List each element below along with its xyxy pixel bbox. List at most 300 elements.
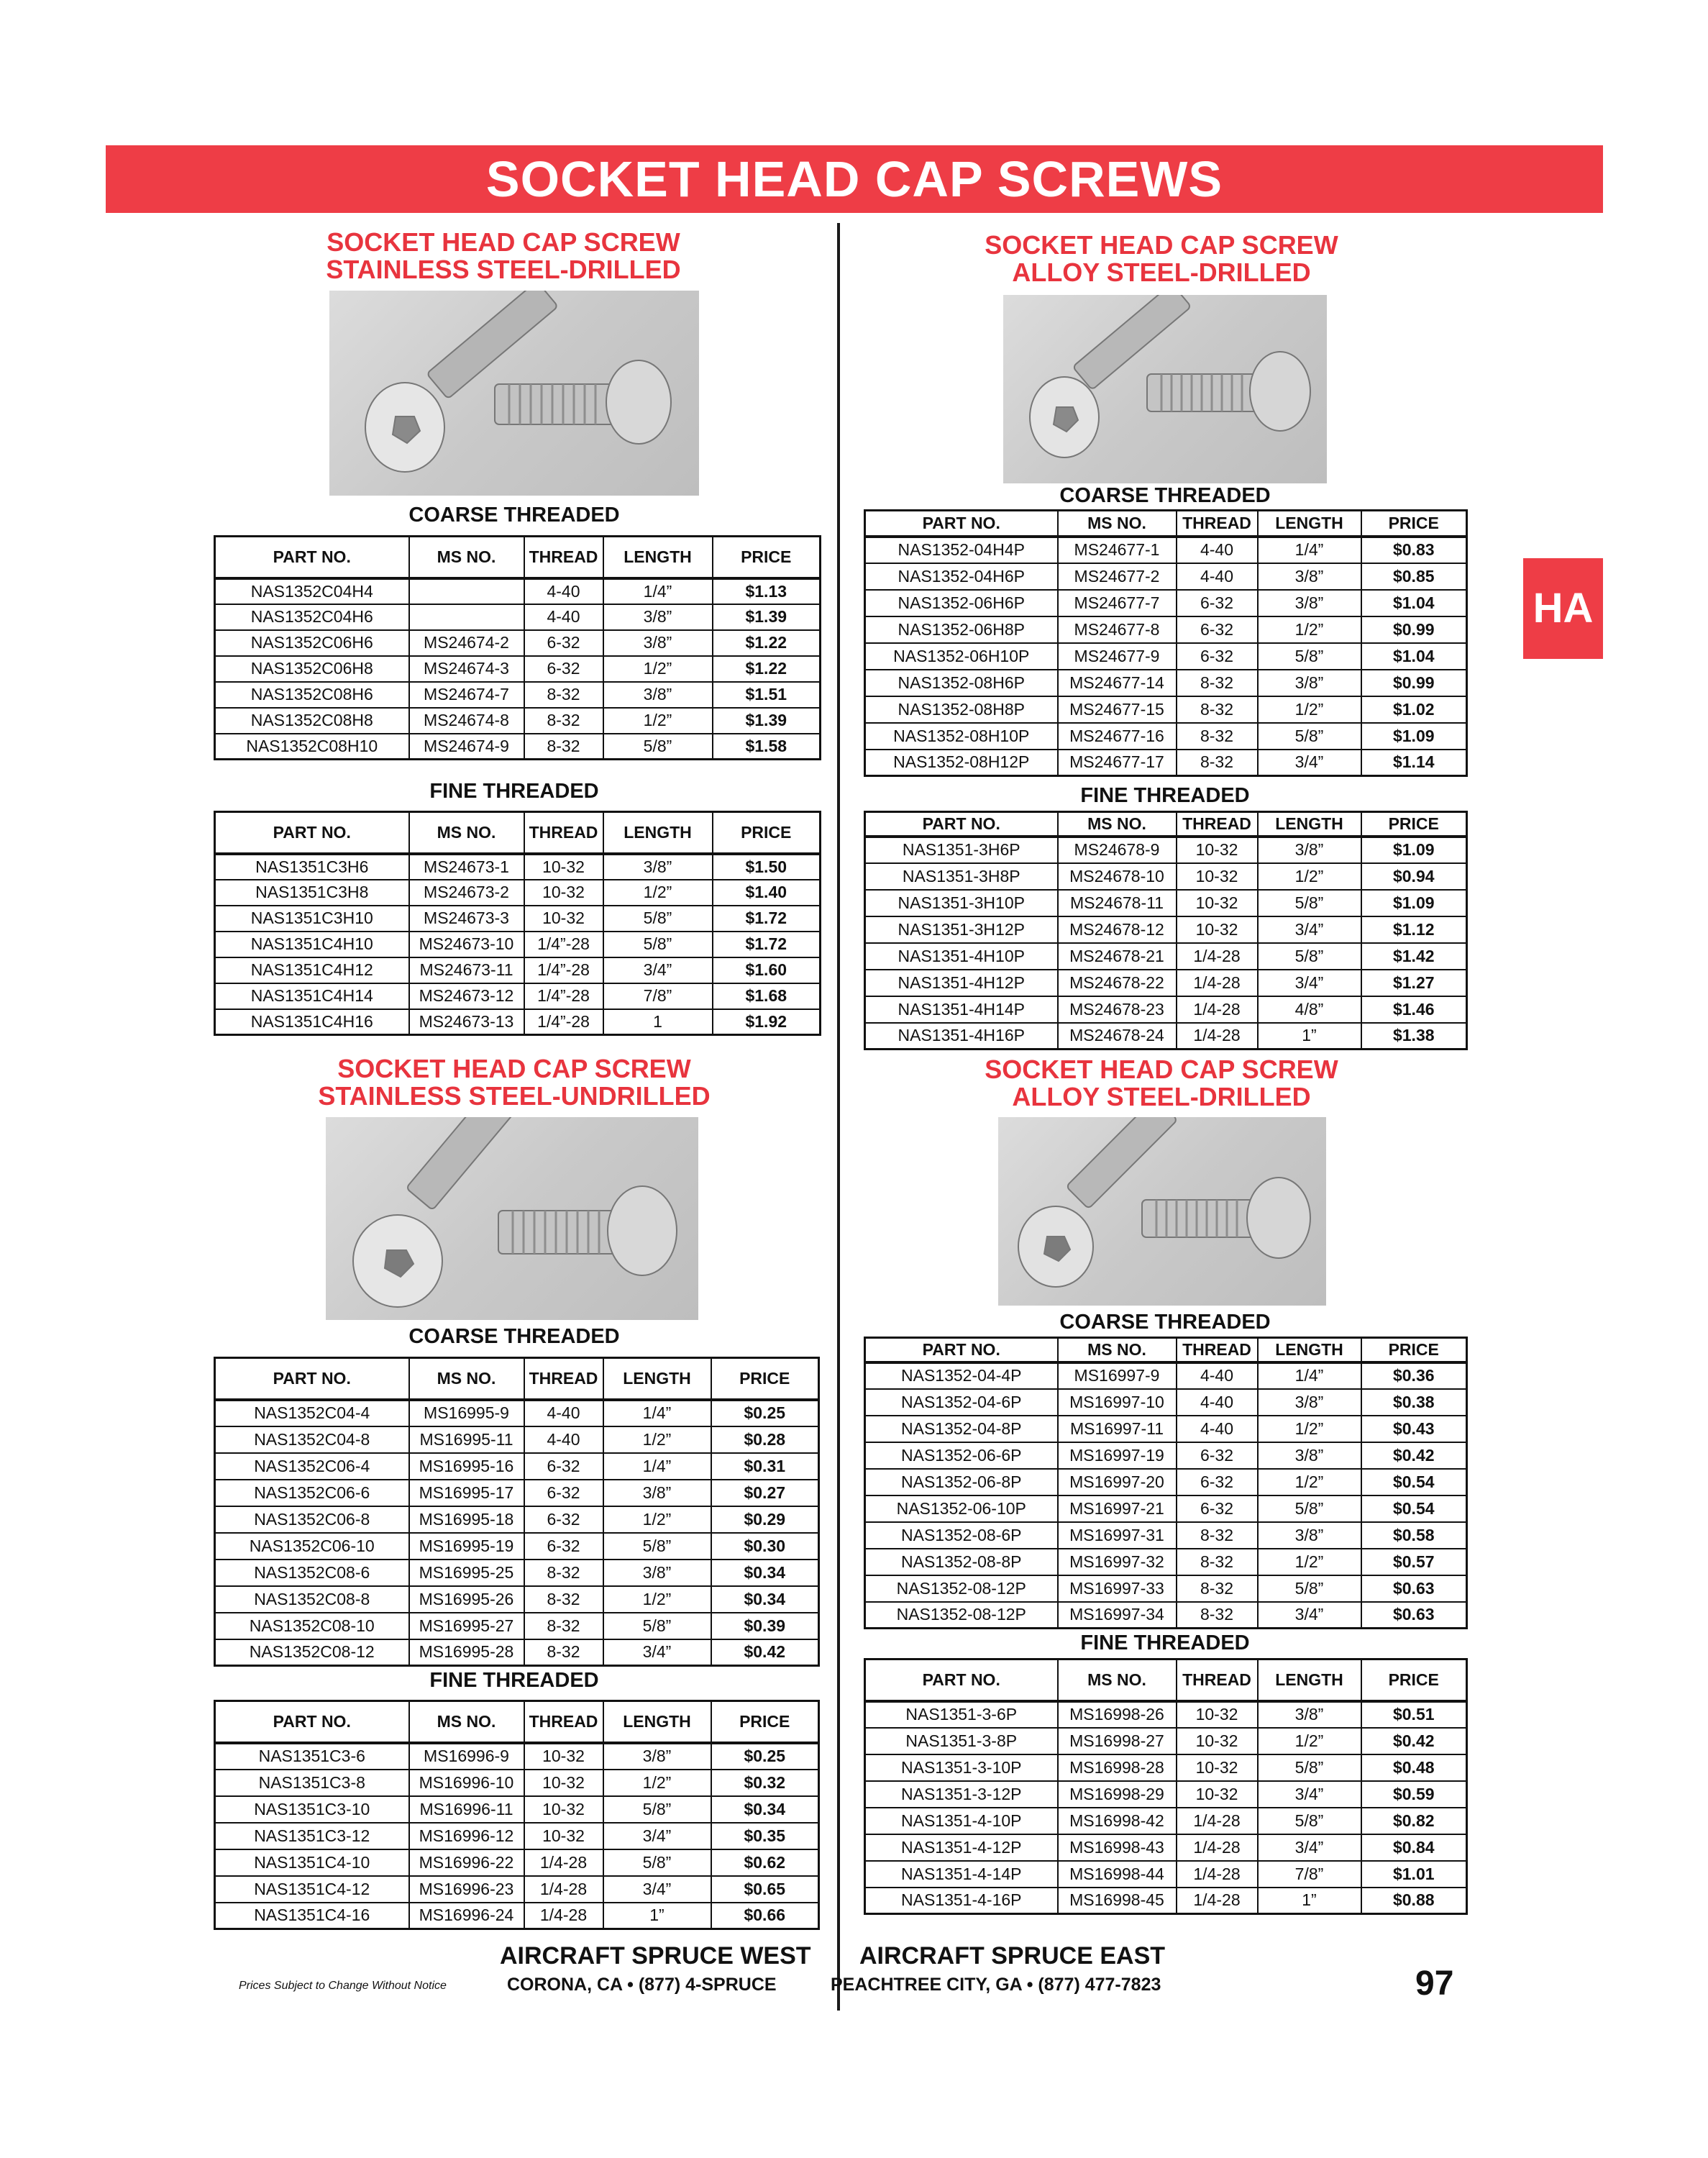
table-row xyxy=(865,916,1467,943)
part-no-cell: NAS1351-4H16P xyxy=(865,1023,1058,1050)
part-no-cell: NAS1352C06-8 xyxy=(215,1506,409,1533)
table-row xyxy=(865,750,1467,776)
table-label-fine: FINE THREADED xyxy=(429,1669,599,1692)
thread-cell: 10-32 xyxy=(1177,1701,1258,1728)
ms-no-cell: MS24677-15 xyxy=(1058,696,1177,723)
length-cell: 1” xyxy=(1258,1888,1361,1914)
price-cell: $1.13 xyxy=(713,578,821,604)
length-cell: 3/8” xyxy=(1258,670,1361,696)
ms-no-cell: MS24673-13 xyxy=(409,1009,524,1035)
section-title-ss-undrilled: SOCKET HEAD CAP SCREW STAINLESS STEEL-UNDRILLED xyxy=(318,1054,711,1111)
ms-no-cell: MS24678-24 xyxy=(1058,1023,1177,1050)
price-cell: $0.42 xyxy=(1361,1728,1467,1754)
table-row xyxy=(215,1426,819,1453)
ms-no-cell: MS24677-14 xyxy=(1058,670,1177,696)
price-cell: $0.43 xyxy=(1361,1416,1467,1442)
length-cell: 5/8” xyxy=(1258,643,1361,670)
ms-no-cell: MS24674-2 xyxy=(409,630,524,656)
ms-no-cell: MS24677-1 xyxy=(1058,537,1177,563)
col-length: LENGTH xyxy=(1258,511,1361,537)
thread-cell: 4-40 xyxy=(524,1400,603,1426)
length-cell: 1/4” xyxy=(603,578,713,604)
ms-no-cell: MS24674-7 xyxy=(409,682,524,708)
length-cell: 3/8” xyxy=(603,630,713,656)
footer-west-name: AIRCRAFT SPRUCE WEST xyxy=(500,1942,811,1970)
table-row xyxy=(865,1442,1467,1469)
footer-east-detail: PEACHTREE CITY, GA • (877) 477-7823 xyxy=(831,1975,1161,1995)
table-row xyxy=(865,670,1467,696)
thread-cell: 10-32 xyxy=(1177,1781,1258,1808)
part-no-cell: NAS1352-08-12P xyxy=(865,1575,1058,1602)
ms-no-cell: MS24678-12 xyxy=(1058,916,1177,943)
table-row xyxy=(215,854,821,880)
table-row xyxy=(215,682,821,708)
thread-cell: 4-40 xyxy=(1177,1389,1258,1416)
spec-table-ss-drilled-fine xyxy=(214,811,821,1036)
table-row xyxy=(865,537,1467,563)
thread-cell: 6-32 xyxy=(524,1453,603,1480)
length-cell: 1/4” xyxy=(1258,1362,1361,1389)
ms-no-cell: MS24678-10 xyxy=(1058,863,1177,890)
length-cell: 3/8” xyxy=(1258,590,1361,616)
price-cell: $0.34 xyxy=(711,1796,819,1823)
price-cell: $0.83 xyxy=(1361,537,1467,563)
table-row xyxy=(865,890,1467,916)
footer-west-detail: CORONA, CA • (877) 4-SPRUCE xyxy=(507,1975,777,1995)
table-row xyxy=(865,1781,1467,1808)
table-row xyxy=(865,1522,1467,1549)
ms-no-cell: MS16995-25 xyxy=(409,1560,524,1586)
ms-no-cell: MS16998-43 xyxy=(1058,1834,1177,1861)
col-thread: THREAD xyxy=(524,1701,603,1743)
col-price: PRICE xyxy=(1361,1338,1467,1362)
col-ms-no: MS NO. xyxy=(409,1358,524,1400)
length-cell: 5/8” xyxy=(1258,890,1361,916)
ms-no-cell: MS24678-22 xyxy=(1058,970,1177,996)
table-row xyxy=(865,1602,1467,1629)
col-length: LENGTH xyxy=(603,812,713,854)
part-no-cell: NAS1351-3-12P xyxy=(865,1781,1058,1808)
length-cell: 1” xyxy=(603,1903,711,1929)
spec-table-alloy-drilled-2-coarse xyxy=(864,1337,1468,1629)
thread-cell: 6-32 xyxy=(524,630,603,656)
length-cell: 3/8” xyxy=(603,854,713,880)
thread-cell: 6-32 xyxy=(1177,616,1258,643)
length-cell: 3/8” xyxy=(603,1560,711,1586)
length-cell: 1/2” xyxy=(1258,1549,1361,1575)
part-no-cell: NAS1351C3H8 xyxy=(215,880,409,906)
price-notice: Prices Subject to Change Without Notice xyxy=(239,1980,447,1992)
ms-no-cell: MS24677-17 xyxy=(1058,750,1177,776)
thread-cell: 6-32 xyxy=(1177,1495,1258,1522)
part-no-cell: NAS1352-04-4P xyxy=(865,1362,1058,1389)
spec-table-alloy-drilled-2-fine xyxy=(864,1658,1468,1915)
thread-cell: 1/4-28 xyxy=(1177,1023,1258,1050)
price-cell: $0.63 xyxy=(1361,1602,1467,1629)
part-no-cell: NAS1351-4-10P xyxy=(865,1808,1058,1834)
screws-image xyxy=(998,1117,1326,1306)
length-cell: 1/2” xyxy=(1258,696,1361,723)
thread-cell: 8-32 xyxy=(524,1586,603,1613)
table-row xyxy=(215,1533,819,1560)
price-cell: $1.42 xyxy=(1361,943,1467,970)
col-length: LENGTH xyxy=(603,1358,711,1400)
col-thread: THREAD xyxy=(1177,812,1258,837)
part-no-cell: NAS1352-04H6P xyxy=(865,563,1058,590)
thread-cell: 6-32 xyxy=(524,1533,603,1560)
drilled-screws-photo xyxy=(1003,295,1327,483)
price-cell: $0.94 xyxy=(1361,863,1467,890)
ms-no-cell: MS24677-9 xyxy=(1058,643,1177,670)
length-cell: 3/8” xyxy=(1258,1389,1361,1416)
column-divider xyxy=(837,223,840,2011)
price-cell: $1.68 xyxy=(713,983,821,1009)
part-no-cell: NAS1352C08-12 xyxy=(215,1639,409,1666)
part-no-cell: NAS1351C4H12 xyxy=(215,957,409,983)
screws-image xyxy=(1003,295,1327,483)
part-no-cell: NAS1352C06-6 xyxy=(215,1480,409,1506)
footer-east-name: AIRCRAFT SPRUCE EAST xyxy=(859,1942,1166,1970)
table-row xyxy=(215,1823,819,1849)
ms-no-cell: MS16995-11 xyxy=(409,1426,524,1453)
spec-table-alloy-drilled-fine xyxy=(864,811,1468,1050)
col-part-no: PART NO. xyxy=(865,1338,1058,1362)
table-row xyxy=(865,1861,1467,1888)
length-cell: 5/8” xyxy=(1258,723,1361,750)
spec-table-ss-drilled-coarse xyxy=(214,535,821,760)
table-label-fine: FINE THREADED xyxy=(1080,1631,1250,1654)
table-row xyxy=(215,1876,819,1903)
price-cell: $0.48 xyxy=(1361,1754,1467,1781)
ms-no-cell: MS24673-2 xyxy=(409,880,524,906)
length-cell: 1/2” xyxy=(1258,616,1361,643)
part-no-cell: NAS1352-06-8P xyxy=(865,1469,1058,1495)
part-no-cell: NAS1352C08H10 xyxy=(215,734,409,760)
length-cell: 3/8” xyxy=(603,1480,711,1506)
thread-cell: 6-32 xyxy=(524,1480,603,1506)
table-row xyxy=(215,1453,819,1480)
price-cell: $0.85 xyxy=(1361,563,1467,590)
col-price: PRICE xyxy=(713,537,821,578)
ms-no-cell: MS16995-27 xyxy=(409,1613,524,1639)
ms-no-cell: MS24674-3 xyxy=(409,656,524,682)
length-cell: 3/8” xyxy=(603,682,713,708)
ms-no-cell xyxy=(409,578,524,604)
length-cell: 1/2” xyxy=(1258,1469,1361,1495)
ms-no-cell: MS24678-11 xyxy=(1058,890,1177,916)
price-cell: $1.40 xyxy=(713,880,821,906)
length-cell: 5/8” xyxy=(603,1613,711,1639)
section-tab-ha[interactable]: HA xyxy=(1523,558,1603,659)
price-cell: $0.65 xyxy=(711,1876,819,1903)
col-part-no: PART NO. xyxy=(215,537,409,578)
col-thread: THREAD xyxy=(1177,1660,1258,1701)
price-cell: $1.46 xyxy=(1361,996,1467,1023)
price-cell: $0.31 xyxy=(711,1453,819,1480)
part-no-cell: NAS1352-06-6P xyxy=(865,1442,1058,1469)
part-no-cell: NAS1352C08H8 xyxy=(215,708,409,734)
thread-cell: 1/4”-28 xyxy=(524,932,603,957)
price-cell: $0.38 xyxy=(1361,1389,1467,1416)
thread-cell: 1/4”-28 xyxy=(524,1009,603,1035)
col-length: LENGTH xyxy=(1258,1338,1361,1362)
thread-cell: 10-32 xyxy=(524,1770,603,1796)
table-row xyxy=(215,1639,819,1666)
length-cell: 1/2” xyxy=(603,1770,711,1796)
price-cell: $0.88 xyxy=(1361,1888,1467,1914)
price-cell: $1.14 xyxy=(1361,750,1467,776)
length-cell: 1/4” xyxy=(1258,537,1361,563)
length-cell: 1/2” xyxy=(1258,863,1361,890)
col-length: LENGTH xyxy=(603,537,713,578)
thread-cell: 4-40 xyxy=(1177,1416,1258,1442)
thread-cell: 6-32 xyxy=(1177,1469,1258,1495)
length-cell: 3/8” xyxy=(1258,1442,1361,1469)
ms-no-cell: MS16997-9 xyxy=(1058,1362,1177,1389)
table-row xyxy=(215,906,821,932)
table-row xyxy=(865,563,1467,590)
table-row xyxy=(865,970,1467,996)
table-row xyxy=(215,1400,819,1426)
col-part-no: PART NO. xyxy=(215,1701,409,1743)
thread-cell: 1/4-28 xyxy=(1177,1808,1258,1834)
part-no-cell: NAS1352C04-8 xyxy=(215,1426,409,1453)
length-cell: 3/4” xyxy=(1258,750,1361,776)
section-title-alloy-drilled: SOCKET HEAD CAP SCREW ALLOY STEEL-DRILLED xyxy=(985,230,1338,287)
table-label-fine: FINE THREADED xyxy=(1080,784,1250,807)
table-row xyxy=(865,1575,1467,1602)
price-cell: $0.63 xyxy=(1361,1575,1467,1602)
price-cell: $0.62 xyxy=(711,1849,819,1876)
table-row xyxy=(865,1469,1467,1495)
thread-cell: 1/4”-28 xyxy=(524,957,603,983)
col-ms-no: MS NO. xyxy=(409,812,524,854)
ms-no-cell: MS24673-10 xyxy=(409,932,524,957)
length-cell: 7/8” xyxy=(603,983,713,1009)
col-ms-no: MS NO. xyxy=(1058,511,1177,537)
part-no-cell: NAS1352-08H8P xyxy=(865,696,1058,723)
table-row xyxy=(865,696,1467,723)
col-ms-no: MS NO. xyxy=(409,1701,524,1743)
table-row xyxy=(215,734,821,760)
thread-cell: 10-32 xyxy=(524,1743,603,1770)
price-cell: $1.27 xyxy=(1361,970,1467,996)
ms-no-cell: MS16995-19 xyxy=(409,1533,524,1560)
thread-cell: 4-40 xyxy=(524,1426,603,1453)
ms-no-cell: MS16996-23 xyxy=(409,1876,524,1903)
thread-cell: 4-40 xyxy=(1177,1362,1258,1389)
table-row xyxy=(865,943,1467,970)
table-row xyxy=(215,1586,819,1613)
table-row xyxy=(865,723,1467,750)
price-cell: $0.59 xyxy=(1361,1781,1467,1808)
price-cell: $1.04 xyxy=(1361,590,1467,616)
thread-cell: 10-32 xyxy=(1177,890,1258,916)
ms-no-cell: MS16998-28 xyxy=(1058,1754,1177,1781)
part-no-cell: NAS1352-08H6P xyxy=(865,670,1058,696)
spec-table-ss-undrilled-fine xyxy=(214,1700,820,1930)
part-no-cell: NAS1351C3-12 xyxy=(215,1823,409,1849)
thread-cell: 10-32 xyxy=(1177,1728,1258,1754)
thread-cell: 1/4-28 xyxy=(524,1876,603,1903)
length-cell: 5/8” xyxy=(1258,1575,1361,1602)
part-no-cell: NAS1352-06H6P xyxy=(865,590,1058,616)
length-cell: 3/4” xyxy=(603,1876,711,1903)
thread-cell: 8-32 xyxy=(1177,750,1258,776)
part-no-cell: NAS1351C4-16 xyxy=(215,1903,409,1929)
length-cell: 3/8” xyxy=(1258,1522,1361,1549)
col-thread: THREAD xyxy=(524,1358,603,1400)
thread-cell: 8-32 xyxy=(1177,1522,1258,1549)
price-cell: $1.12 xyxy=(1361,916,1467,943)
length-cell: 1/2” xyxy=(603,708,713,734)
length-cell: 3/8” xyxy=(1258,1701,1361,1728)
length-cell: 1/4” xyxy=(603,1453,711,1480)
col-length: LENGTH xyxy=(603,1701,711,1743)
table-row xyxy=(215,630,821,656)
ms-no-cell xyxy=(409,604,524,630)
ms-no-cell: MS24678-9 xyxy=(1058,837,1177,863)
price-cell: $1.50 xyxy=(713,854,821,880)
col-price: PRICE xyxy=(711,1358,819,1400)
ms-no-cell: MS16996-12 xyxy=(409,1823,524,1849)
length-cell: 5/8” xyxy=(603,1796,711,1823)
table-row xyxy=(215,880,821,906)
col-price: PRICE xyxy=(713,812,821,854)
length-cell: 3/4” xyxy=(1258,1781,1361,1808)
length-cell: 3/4” xyxy=(1258,916,1361,943)
length-cell: 1/4” xyxy=(603,1400,711,1426)
table-row xyxy=(865,1808,1467,1834)
price-cell: $0.34 xyxy=(711,1560,819,1586)
part-no-cell: NAS1351-3H6P xyxy=(865,837,1058,863)
thread-cell: 10-32 xyxy=(1177,1754,1258,1781)
thread-cell: 10-32 xyxy=(524,1796,603,1823)
part-no-cell: NAS1351-4H12P xyxy=(865,970,1058,996)
price-cell: $1.72 xyxy=(713,932,821,957)
ms-no-cell: MS24674-9 xyxy=(409,734,524,760)
table-row xyxy=(865,1416,1467,1442)
thread-cell: 8-32 xyxy=(524,1560,603,1586)
part-no-cell: NAS1351-4-12P xyxy=(865,1834,1058,1861)
spec-table-alloy-drilled-coarse xyxy=(864,509,1468,777)
ms-no-cell: MS16997-10 xyxy=(1058,1389,1177,1416)
thread-cell: 6-32 xyxy=(1177,1442,1258,1469)
part-no-cell: NAS1352-06H8P xyxy=(865,616,1058,643)
ms-no-cell: MS16995-26 xyxy=(409,1586,524,1613)
ms-no-cell: MS16998-42 xyxy=(1058,1808,1177,1834)
thread-cell: 8-32 xyxy=(1177,1575,1258,1602)
part-no-cell: NAS1351-3H10P xyxy=(865,890,1058,916)
price-cell: $0.84 xyxy=(1361,1834,1467,1861)
table-row xyxy=(865,1549,1467,1575)
length-cell: 1” xyxy=(1258,1023,1361,1050)
table-row xyxy=(865,590,1467,616)
part-no-cell: NAS1351C4H14 xyxy=(215,983,409,1009)
table-row xyxy=(215,656,821,682)
col-part-no: PART NO. xyxy=(865,1660,1058,1701)
ms-no-cell: MS16998-45 xyxy=(1058,1888,1177,1914)
table-row xyxy=(865,1362,1467,1389)
table-row xyxy=(215,1480,819,1506)
thread-cell: 10-32 xyxy=(524,906,603,932)
price-cell: $0.99 xyxy=(1361,616,1467,643)
part-no-cell: NAS1352-08H12P xyxy=(865,750,1058,776)
table-label-coarse: COARSE THREADED xyxy=(408,504,620,527)
length-cell: 3/4” xyxy=(603,1639,711,1666)
part-no-cell: NAS1352-08H10P xyxy=(865,723,1058,750)
ms-no-cell: MS16996-24 xyxy=(409,1903,524,1929)
part-no-cell: NAS1352-08-12P xyxy=(865,1602,1058,1629)
length-cell: 3/4” xyxy=(1258,1834,1361,1861)
part-no-cell: NAS1351-3-10P xyxy=(865,1754,1058,1781)
ms-no-cell: MS16997-32 xyxy=(1058,1549,1177,1575)
length-cell: 3/4” xyxy=(603,957,713,983)
col-part-no: PART NO. xyxy=(215,1358,409,1400)
col-ms-no: MS NO. xyxy=(409,537,524,578)
length-cell: 5/8” xyxy=(1258,1754,1361,1781)
price-cell: $0.66 xyxy=(711,1903,819,1929)
price-cell: $1.58 xyxy=(713,734,821,760)
ms-no-cell: MS16995-18 xyxy=(409,1506,524,1533)
length-cell: 5/8” xyxy=(1258,1495,1361,1522)
part-no-cell: NAS1352C08-8 xyxy=(215,1586,409,1613)
col-price: PRICE xyxy=(1361,812,1467,837)
table-row xyxy=(865,1754,1467,1781)
price-cell: $1.09 xyxy=(1361,723,1467,750)
length-cell: 5/8” xyxy=(603,906,713,932)
part-no-cell: NAS1351-3-8P xyxy=(865,1728,1058,1754)
ms-no-cell: MS16997-11 xyxy=(1058,1416,1177,1442)
table-row xyxy=(215,1009,821,1035)
col-part-no: PART NO. xyxy=(865,511,1058,537)
price-cell: $1.39 xyxy=(713,604,821,630)
col-length: LENGTH xyxy=(1258,1660,1361,1701)
ms-no-cell: MS16996-11 xyxy=(409,1796,524,1823)
table-row xyxy=(865,643,1467,670)
thread-cell: 1/4-28 xyxy=(1177,1834,1258,1861)
part-no-cell: NAS1352-04H4P xyxy=(865,537,1058,563)
thread-cell: 8-32 xyxy=(524,682,603,708)
col-part-no: PART NO. xyxy=(865,812,1058,837)
thread-cell: 8-32 xyxy=(524,734,603,760)
length-cell: 5/8” xyxy=(603,1849,711,1876)
ms-no-cell: MS16996-9 xyxy=(409,1743,524,1770)
table-row xyxy=(215,1770,819,1796)
price-cell: $0.54 xyxy=(1361,1495,1467,1522)
thread-cell: 1/4-28 xyxy=(1177,1861,1258,1888)
ms-no-cell: MS16997-33 xyxy=(1058,1575,1177,1602)
length-cell: 1/2” xyxy=(1258,1728,1361,1754)
ms-no-cell: MS16995-17 xyxy=(409,1480,524,1506)
thread-cell: 8-32 xyxy=(1177,1602,1258,1629)
table-row xyxy=(215,932,821,957)
part-no-cell: NAS1352-08-8P xyxy=(865,1549,1058,1575)
price-cell: $0.35 xyxy=(711,1823,819,1849)
price-cell: $1.01 xyxy=(1361,1861,1467,1888)
thread-cell: 10-32 xyxy=(524,854,603,880)
length-cell: 4/8” xyxy=(1258,996,1361,1023)
section-title-ss-drilled: SOCKET HEAD CAP SCREW STAINLESS STEEL-DRILLED xyxy=(326,227,681,284)
thread-cell: 10-32 xyxy=(1177,837,1258,863)
table-row xyxy=(215,1560,819,1586)
col-thread: THREAD xyxy=(524,812,603,854)
price-cell: $1.92 xyxy=(713,1009,821,1035)
part-no-cell: NAS1352-04-6P xyxy=(865,1389,1058,1416)
length-cell: 1/2” xyxy=(603,1586,711,1613)
table-row xyxy=(215,1613,819,1639)
part-no-cell: NAS1352C04H6 xyxy=(215,604,409,630)
